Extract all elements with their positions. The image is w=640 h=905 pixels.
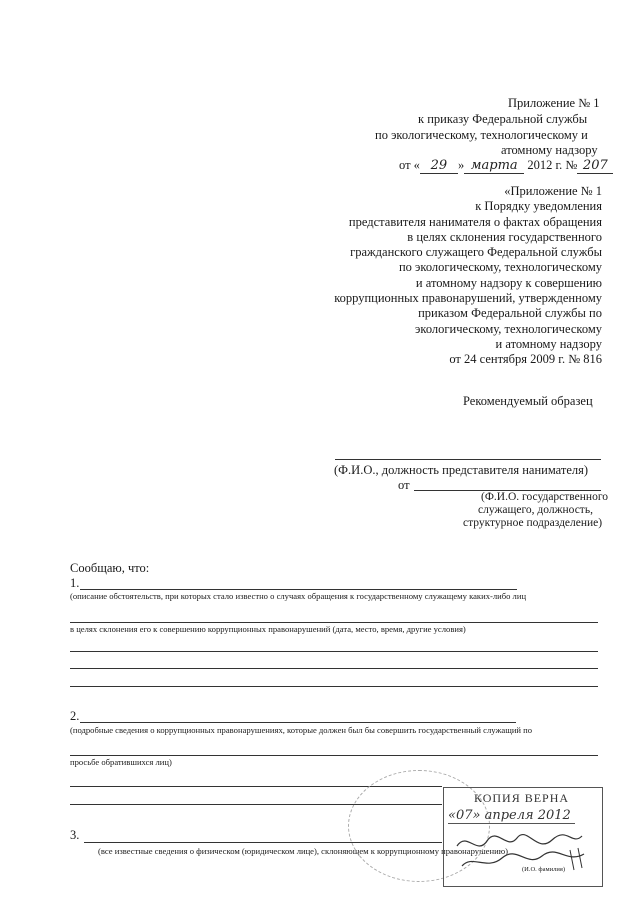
stamp-title: КОПИЯ ВЕРНА	[474, 791, 570, 805]
item1-line	[80, 589, 517, 590]
item1-line	[70, 668, 598, 669]
procedure-line: приказом Федеральной службы по	[418, 306, 602, 321]
addressee-label: (Ф.И.О., должность представителя нанимателя)	[334, 463, 589, 477]
stamp-date: «07» апреля 2012	[448, 808, 575, 824]
order-date	[399, 158, 613, 174]
procedure-line: и атомному надзору к совершению	[415, 275, 602, 290]
item2-line	[80, 722, 516, 723]
appendix-title: Приложение № 1	[508, 96, 600, 110]
item1-line	[70, 622, 598, 623]
date-prefix: от «	[399, 158, 420, 172]
intro-text: Сообщаю, что:	[70, 561, 150, 575]
item1-hint-1: (описание обстоятельств, при которых стало известно о случаях обращения к государственному служащему каких-либо лиц	[70, 591, 527, 601]
procedure-line: и атомному надзору	[495, 336, 602, 351]
procedure-line: гражданского служащего Федеральной службы	[350, 245, 602, 260]
addressee-line	[335, 459, 601, 460]
sender-label-3: структурное подразделение)	[463, 517, 603, 529]
procedure-line: экологическому, технологическому	[415, 321, 602, 336]
stamp-fio-hint: (И.О. фамилия)	[522, 866, 565, 873]
sender-label-1: (Ф.И.О. государственного	[481, 491, 609, 503]
procedure-line: в целях склонения государственного	[407, 229, 602, 244]
procedure-reference	[334, 184, 602, 368]
date-number: 207	[577, 158, 613, 174]
item1-line	[70, 651, 598, 652]
item3-number: 3.	[70, 828, 80, 842]
item1-hint-2: в целях склонения его к совершению коррупционных правонарушений (дата, место, время, другие условия)	[70, 624, 466, 634]
date-mid: »	[457, 158, 465, 172]
date-day: 29	[420, 158, 458, 174]
agency-line-1: по экологическому, технологическому и	[375, 128, 588, 142]
item3-hint: (все известные сведения о физическом (юридическом лице), склоняющем к коррупционному правонарушению)	[98, 846, 508, 856]
procedure-line: по экологическому, технологическому	[398, 260, 602, 275]
procedure-line: к Порядку уведомления	[475, 199, 602, 214]
item2-hint-1: (подробные сведения о коррупционных правонарушениях, которые должен был бы совершить государственный служащий по	[70, 725, 533, 735]
item2-hint-2: просьбе обратившихся лиц)	[70, 757, 172, 767]
from-word: от	[398, 478, 410, 492]
certified-copy-stamp	[443, 787, 603, 887]
date-year: 2012 г. №	[527, 158, 578, 172]
item1-number: 1.	[70, 576, 80, 590]
agency-line-2: атомному надзору	[501, 143, 598, 157]
procedure-line: коррупционных правонарушений, утвержденному	[334, 291, 602, 306]
procedure-line: представителя нанимателя о фактах обращения	[348, 214, 602, 229]
procedure-line: от 24 сентября 2009 г. № 816	[449, 352, 602, 367]
procedure-line: «Приложение № 1	[504, 184, 602, 198]
item1-line	[70, 686, 598, 687]
recommended-sample: Рекомендуемый образец	[463, 394, 593, 408]
date-month: марта	[464, 158, 524, 174]
item2-line	[70, 755, 598, 756]
order-reference: к приказу Федеральной службы	[418, 112, 588, 126]
item2-number: 2.	[70, 709, 80, 723]
sender-label-2: служащего, должность,	[478, 504, 593, 516]
